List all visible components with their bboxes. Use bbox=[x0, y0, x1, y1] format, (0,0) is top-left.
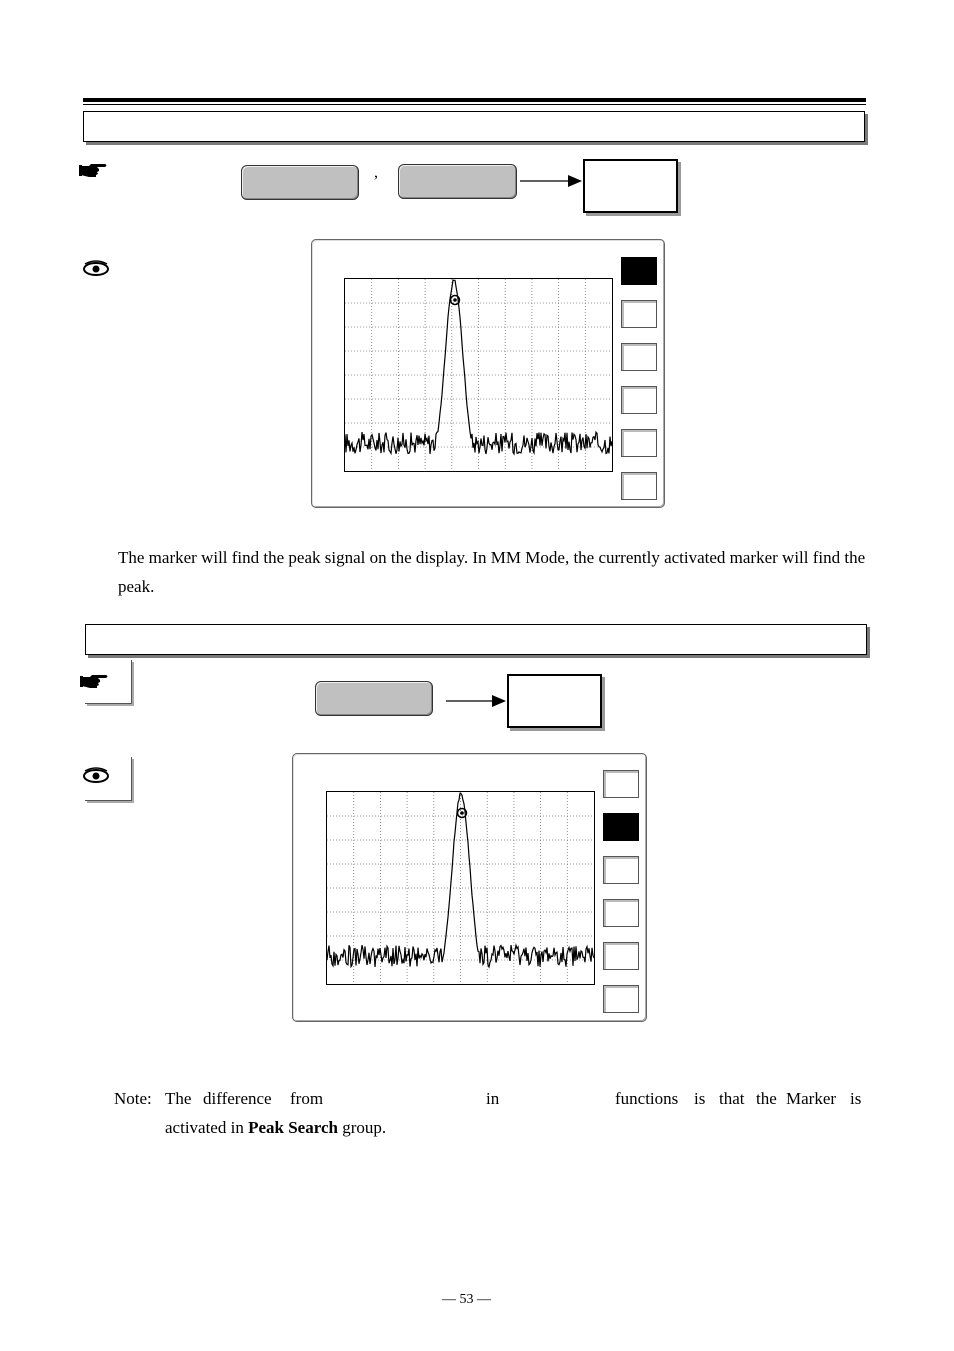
note-word: is bbox=[850, 1089, 862, 1108]
hardkey-2[interactable] bbox=[398, 164, 517, 199]
marker-dot bbox=[460, 811, 464, 815]
hardkey-3[interactable] bbox=[315, 681, 433, 716]
note-word: the bbox=[756, 1089, 777, 1108]
note-word: in bbox=[486, 1089, 500, 1108]
eye-icon bbox=[82, 260, 112, 278]
screen2-softkey-3 bbox=[603, 856, 639, 884]
screen1-softkey-2 bbox=[621, 300, 657, 328]
eye-icon bbox=[82, 767, 112, 785]
softkey-result-box[interactable] bbox=[583, 159, 678, 213]
screen1-softkey-4 bbox=[621, 386, 657, 414]
note-word: is bbox=[694, 1089, 706, 1108]
note-word: that bbox=[719, 1089, 745, 1108]
footer-dash-left: — bbox=[442, 1292, 456, 1307]
screen2-softkey-1 bbox=[603, 770, 639, 798]
note-line2-suffix: group. bbox=[337, 1118, 387, 1137]
note-line-2 bbox=[165, 1118, 386, 1138]
screen1-softkey-1 bbox=[621, 257, 657, 285]
screen1-softkey-6 bbox=[621, 472, 657, 500]
hardkey-1[interactable] bbox=[241, 165, 359, 200]
screen2-softkey-6 bbox=[603, 985, 639, 1013]
spectrum-trace-2 bbox=[327, 792, 594, 984]
spectrum-grid-1 bbox=[344, 278, 613, 472]
note-word: Marker bbox=[786, 1089, 837, 1108]
comma-separator: , bbox=[374, 164, 378, 181]
spectrum-grid-2 bbox=[326, 791, 595, 985]
arrow-right-icon bbox=[520, 174, 582, 188]
section1-description: The marker will find the peak signal on the display. In MM Mode, the currently activated marker will find the peak. bbox=[118, 548, 866, 596]
pointing-hand-icon bbox=[80, 673, 110, 691]
marker-dot bbox=[453, 298, 457, 302]
note-word: difference bbox=[203, 1089, 272, 1108]
spectrum-trace-1 bbox=[345, 279, 612, 471]
screen1-softkey-3 bbox=[621, 343, 657, 371]
top-rule-thick bbox=[83, 98, 866, 102]
pointing-hand-icon bbox=[79, 162, 109, 180]
page-footer bbox=[442, 1292, 491, 1308]
note-word: functions bbox=[615, 1089, 679, 1108]
top-rule-thin bbox=[83, 104, 866, 105]
footer-dash-right: — bbox=[477, 1292, 491, 1307]
screen2-softkey-2 bbox=[603, 813, 639, 841]
arrow-right-icon bbox=[446, 694, 506, 708]
page-number: 53 bbox=[459, 1292, 474, 1307]
section2-header-box bbox=[85, 624, 867, 655]
softkey-result-box-2[interactable] bbox=[507, 674, 602, 728]
note-word: from bbox=[290, 1089, 324, 1108]
section1-header-box bbox=[83, 111, 865, 142]
note-line2-prefix: activated in bbox=[165, 1118, 249, 1137]
screen1-softkey-5 bbox=[621, 429, 657, 457]
screen2-softkey-4 bbox=[603, 899, 639, 927]
screen2-softkey-5 bbox=[603, 942, 639, 970]
note-line2-bold: Peak Search bbox=[248, 1118, 338, 1137]
note-word: The bbox=[165, 1089, 192, 1108]
note-label: Note: bbox=[114, 1089, 152, 1108]
